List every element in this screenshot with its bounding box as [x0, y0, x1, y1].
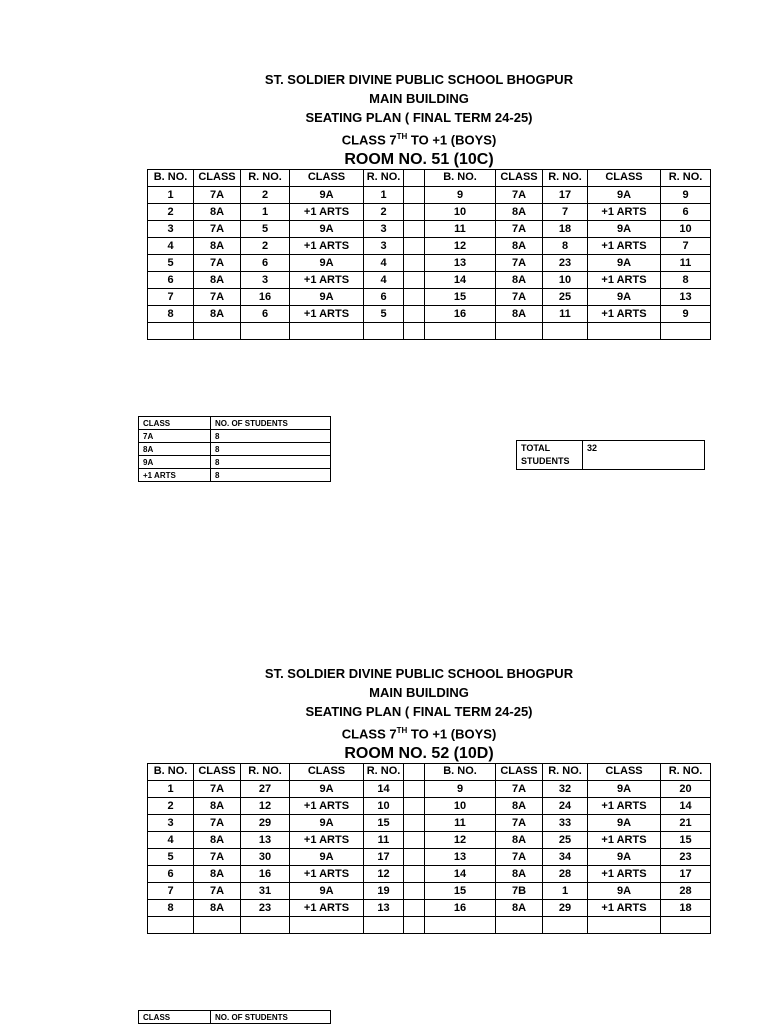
column-header: R. NO.: [543, 764, 588, 781]
table-cell: 20: [661, 781, 711, 798]
table-cell: 13: [425, 255, 496, 272]
table-cell: 7A: [496, 187, 543, 204]
table-cell: 8A: [194, 900, 241, 917]
table-cell: 8: [148, 900, 194, 917]
table-cell: +1 ARTS: [290, 832, 364, 849]
table-cell: [364, 917, 404, 934]
table-cell: 25: [543, 832, 588, 849]
table-cell: [543, 323, 588, 340]
summary-cell: 7A: [139, 430, 211, 443]
table-cell: 8A: [194, 204, 241, 221]
column-header: R. NO.: [241, 764, 290, 781]
table-cell: 9A: [588, 781, 661, 798]
table-cell: 15: [364, 815, 404, 832]
table-cell: [404, 781, 425, 798]
table-cell: 30: [241, 849, 290, 866]
table-cell: 2: [241, 238, 290, 255]
table-cell: 16: [241, 289, 290, 306]
class-range: CLASS 7TH TO +1 (BOYS): [341, 132, 497, 148]
summary-column-header: CLASS: [139, 1011, 211, 1024]
summary-row: [139, 456, 331, 469]
table-cell: 16: [425, 900, 496, 917]
room-52-header: [0, 664, 768, 765]
summary-cell: 8: [211, 443, 331, 456]
table-cell: 9A: [588, 849, 661, 866]
table-row: [148, 900, 711, 917]
table-cell: 16: [241, 866, 290, 883]
table-cell: [404, 900, 425, 917]
table-cell: 2: [148, 798, 194, 815]
table-cell: [404, 323, 425, 340]
table-cell: 10: [364, 798, 404, 815]
table-cell: [404, 798, 425, 815]
table-row: [148, 272, 711, 289]
table-cell: 11: [661, 255, 711, 272]
column-header: [404, 764, 425, 781]
table-cell: 7A: [496, 849, 543, 866]
table-cell: 9A: [290, 815, 364, 832]
table-cell: [290, 323, 364, 340]
column-header: R. NO.: [661, 170, 711, 187]
table-cell: 1: [241, 204, 290, 221]
school-name: ST. SOLDIER DIVINE PUBLIC SCHOOL BHOGPUR: [264, 72, 574, 87]
table-cell: 12: [425, 238, 496, 255]
table-cell: 6: [241, 255, 290, 272]
table-cell: 4: [148, 832, 194, 849]
table-cell: +1 ARTS: [290, 900, 364, 917]
table-cell: 1: [148, 187, 194, 204]
table-cell: 9A: [588, 187, 661, 204]
table-cell: [148, 917, 194, 934]
table-row: [148, 866, 711, 883]
school-name: ST. SOLDIER DIVINE PUBLIC SCHOOL BHOGPUR: [264, 666, 574, 681]
table-cell: [588, 917, 661, 934]
table-cell: 7A: [194, 781, 241, 798]
table-cell: 18: [661, 900, 711, 917]
summary-cell: 8A: [139, 443, 211, 456]
table-cell: 9: [661, 187, 711, 204]
table-cell: 31: [241, 883, 290, 900]
table-cell: 7A: [194, 187, 241, 204]
summary-cell: 8: [211, 469, 331, 482]
summary-row: [139, 469, 331, 482]
table-cell: 9A: [290, 289, 364, 306]
table-cell: 2: [241, 187, 290, 204]
table-cell: [661, 917, 711, 934]
seating-table: [147, 169, 711, 340]
table-cell: 21: [661, 815, 711, 832]
table-cell: 9: [425, 781, 496, 798]
table-cell: [404, 815, 425, 832]
summary-cell: 9A: [139, 456, 211, 469]
table-cell: 8A: [496, 272, 543, 289]
seating-table: [147, 763, 711, 934]
summary-cell: 8: [211, 430, 331, 443]
table-cell: 8A: [496, 866, 543, 883]
table-cell: [496, 917, 543, 934]
table-cell: 9A: [588, 255, 661, 272]
table-cell: 8A: [496, 238, 543, 255]
table-cell: [404, 187, 425, 204]
table-cell: 8A: [194, 798, 241, 815]
column-header: [404, 170, 425, 187]
class-summary-table: [138, 416, 331, 482]
table-cell: 5: [148, 255, 194, 272]
table-cell: 33: [543, 815, 588, 832]
table-cell: 9A: [588, 883, 661, 900]
table-cell: 4: [148, 238, 194, 255]
table-cell: 8: [661, 272, 711, 289]
table-cell: [194, 323, 241, 340]
table-cell: +1 ARTS: [588, 900, 661, 917]
column-header: CLASS: [588, 764, 661, 781]
table-cell: [148, 323, 194, 340]
column-header: R. NO.: [661, 764, 711, 781]
table-cell: 8A: [496, 204, 543, 221]
summary-cell: +1 ARTS: [139, 469, 211, 482]
building-name: MAIN BUILDING: [369, 91, 469, 106]
table-row: [148, 255, 711, 272]
table-cell: 7A: [496, 781, 543, 798]
table-header-row: [148, 170, 711, 187]
table-cell: 3: [364, 238, 404, 255]
table-cell: +1 ARTS: [588, 272, 661, 289]
table-cell: 15: [425, 883, 496, 900]
table-cell: +1 ARTS: [588, 798, 661, 815]
table-cell: [404, 849, 425, 866]
table-cell: 9A: [290, 883, 364, 900]
table-cell: 18: [543, 221, 588, 238]
table-cell: 3: [364, 221, 404, 238]
table-cell: 7A: [496, 255, 543, 272]
table-cell: 5: [148, 849, 194, 866]
table-cell: 27: [241, 781, 290, 798]
summary-row: [139, 430, 331, 443]
summary-column-header: NO. OF STUDENTS: [211, 1011, 331, 1024]
table-cell: 9: [425, 187, 496, 204]
table-cell: 8A: [194, 272, 241, 289]
table-cell: [404, 289, 425, 306]
column-header: CLASS: [194, 764, 241, 781]
table-cell: 6: [661, 204, 711, 221]
table-cell: 23: [543, 255, 588, 272]
table-cell: [404, 238, 425, 255]
class-range: CLASS 7TH TO +1 (BOYS): [341, 726, 497, 742]
table-row: [148, 883, 711, 900]
table-cell: 2: [148, 204, 194, 221]
table-cell: 5: [241, 221, 290, 238]
table-cell: 9A: [290, 781, 364, 798]
table-cell: 17: [661, 866, 711, 883]
room-51-header: [0, 70, 768, 171]
table-cell: 7: [543, 204, 588, 221]
table-cell: 1: [364, 187, 404, 204]
table-row: [148, 187, 711, 204]
summary-cell: 8: [211, 456, 331, 469]
table-cell: +1 ARTS: [588, 238, 661, 255]
table-header-row: [148, 764, 711, 781]
table-cell: 7: [148, 883, 194, 900]
summary-header-row: [139, 1011, 331, 1024]
table-cell: 3: [148, 815, 194, 832]
table-cell: 10: [425, 798, 496, 815]
table-cell: [404, 255, 425, 272]
table-cell: 3: [148, 221, 194, 238]
table-cell: 8A: [194, 832, 241, 849]
table-row: [148, 781, 711, 798]
table-cell: 14: [425, 272, 496, 289]
room-title: ROOM NO. 52 (10D): [344, 745, 494, 763]
table-row: [148, 221, 711, 238]
column-header: R. NO.: [241, 170, 290, 187]
table-cell: 4: [364, 272, 404, 289]
table-cell: 28: [661, 883, 711, 900]
table-cell: 6: [148, 272, 194, 289]
table-cell: 7A: [194, 255, 241, 272]
table-cell: 7A: [496, 289, 543, 306]
total-value: 32: [583, 441, 705, 470]
table-cell: 9A: [290, 187, 364, 204]
table-cell: [496, 323, 543, 340]
table-cell: 8: [543, 238, 588, 255]
table-cell: [404, 272, 425, 289]
table-cell: 8A: [496, 798, 543, 815]
table-cell: [404, 306, 425, 323]
table-cell: +1 ARTS: [290, 798, 364, 815]
column-header: B. NO.: [148, 764, 194, 781]
table-cell: 10: [543, 272, 588, 289]
table-cell: 7B: [496, 883, 543, 900]
table-cell: 12: [364, 866, 404, 883]
table-cell: 7A: [496, 221, 543, 238]
table-row: [148, 323, 711, 340]
table-cell: 13: [661, 289, 711, 306]
table-cell: 25: [543, 289, 588, 306]
summary-column-header: CLASS: [139, 417, 211, 430]
table-cell: 14: [661, 798, 711, 815]
table-cell: 29: [543, 900, 588, 917]
table-cell: 29: [241, 815, 290, 832]
table-cell: [425, 323, 496, 340]
table-cell: 12: [425, 832, 496, 849]
table-cell: 1: [148, 781, 194, 798]
column-header: B. NO.: [425, 764, 496, 781]
table-cell: +1 ARTS: [588, 866, 661, 883]
room-title: ROOM NO. 51 (10C): [344, 151, 494, 169]
table-cell: 3: [241, 272, 290, 289]
table-cell: [404, 917, 425, 934]
table-cell: 7A: [496, 815, 543, 832]
table-cell: +1 ARTS: [290, 204, 364, 221]
column-header: B. NO.: [148, 170, 194, 187]
table-row: [148, 798, 711, 815]
table-cell: 10: [661, 221, 711, 238]
table-row: [148, 306, 711, 323]
table-cell: 8A: [496, 832, 543, 849]
table-row: [148, 849, 711, 866]
table-cell: 7A: [194, 883, 241, 900]
summary-header-row: [139, 417, 331, 430]
table-cell: 15: [661, 832, 711, 849]
table-cell: 9A: [290, 255, 364, 272]
column-header: B. NO.: [425, 170, 496, 187]
column-header: CLASS: [290, 170, 364, 187]
table-cell: 5: [364, 306, 404, 323]
table-cell: 9: [661, 306, 711, 323]
column-header: CLASS: [496, 764, 543, 781]
column-header: R. NO.: [364, 764, 404, 781]
table-cell: 9A: [588, 221, 661, 238]
table-cell: 32: [543, 781, 588, 798]
table-cell: 6: [364, 289, 404, 306]
table-cell: 9A: [290, 849, 364, 866]
table-cell: 11: [425, 815, 496, 832]
table-row: [148, 204, 711, 221]
table-cell: 13: [425, 849, 496, 866]
table-cell: 9A: [588, 815, 661, 832]
table-cell: 23: [241, 900, 290, 917]
table-row: [148, 238, 711, 255]
column-header: CLASS: [290, 764, 364, 781]
table-cell: 7A: [194, 849, 241, 866]
table-cell: 7: [661, 238, 711, 255]
table-cell: 14: [364, 781, 404, 798]
table-cell: 2: [364, 204, 404, 221]
table-cell: [364, 323, 404, 340]
table-cell: [241, 323, 290, 340]
total-label: TOTAL STUDENTS: [517, 441, 583, 470]
table-cell: 4: [364, 255, 404, 272]
column-header: CLASS: [496, 170, 543, 187]
table-cell: [425, 917, 496, 934]
table-cell: 8: [148, 306, 194, 323]
class-summary-table: [138, 1010, 331, 1024]
table-cell: 28: [543, 866, 588, 883]
table-cell: 11: [364, 832, 404, 849]
table-cell: [404, 866, 425, 883]
table-cell: [588, 323, 661, 340]
column-header: CLASS: [194, 170, 241, 187]
table-cell: +1 ARTS: [588, 832, 661, 849]
table-cell: 9A: [290, 221, 364, 238]
table-cell: 7A: [194, 221, 241, 238]
table-cell: 13: [364, 900, 404, 917]
table-cell: +1 ARTS: [290, 272, 364, 289]
table-cell: 34: [543, 849, 588, 866]
building-name: MAIN BUILDING: [369, 685, 469, 700]
table-cell: +1 ARTS: [290, 306, 364, 323]
table-cell: 1: [543, 883, 588, 900]
table-cell: [194, 917, 241, 934]
table-row: [148, 815, 711, 832]
column-header: CLASS: [588, 170, 661, 187]
table-cell: [290, 917, 364, 934]
table-cell: [661, 323, 711, 340]
table-cell: 8A: [496, 306, 543, 323]
table-cell: 24: [543, 798, 588, 815]
table-cell: 15: [425, 289, 496, 306]
table-cell: +1 ARTS: [588, 204, 661, 221]
table-cell: +1 ARTS: [290, 866, 364, 883]
table-cell: 7: [148, 289, 194, 306]
table-cell: 7A: [194, 815, 241, 832]
table-cell: 7A: [194, 289, 241, 306]
column-header: R. NO.: [543, 170, 588, 187]
table-cell: +1 ARTS: [588, 306, 661, 323]
table-cell: 8A: [194, 306, 241, 323]
table-row: [148, 832, 711, 849]
table-cell: 10: [425, 204, 496, 221]
table-cell: 8A: [194, 238, 241, 255]
column-header: R. NO.: [364, 170, 404, 187]
table-cell: [404, 883, 425, 900]
table-cell: [543, 917, 588, 934]
table-cell: 16: [425, 306, 496, 323]
total-students-table: [516, 440, 705, 470]
table-cell: [241, 917, 290, 934]
table-cell: 6: [148, 866, 194, 883]
plan-title: SEATING PLAN ( FINAL TERM 24-25): [305, 110, 533, 125]
table-cell: 9A: [588, 289, 661, 306]
summary-row: [139, 443, 331, 456]
table-cell: 19: [364, 883, 404, 900]
table-cell: 11: [543, 306, 588, 323]
table-cell: [404, 204, 425, 221]
summary-column-header: NO. OF STUDENTS: [211, 417, 331, 430]
plan-title: SEATING PLAN ( FINAL TERM 24-25): [305, 704, 533, 719]
table-cell: 13: [241, 832, 290, 849]
table-cell: [404, 221, 425, 238]
table-cell: 11: [425, 221, 496, 238]
table-cell: 6: [241, 306, 290, 323]
table-cell: 17: [364, 849, 404, 866]
table-cell: +1 ARTS: [290, 238, 364, 255]
table-row: [148, 917, 711, 934]
table-cell: 8A: [496, 900, 543, 917]
table-cell: 23: [661, 849, 711, 866]
table-row: [148, 289, 711, 306]
table-cell: 17: [543, 187, 588, 204]
table-cell: 8A: [194, 866, 241, 883]
table-cell: [404, 832, 425, 849]
table-cell: 14: [425, 866, 496, 883]
table-cell: 12: [241, 798, 290, 815]
